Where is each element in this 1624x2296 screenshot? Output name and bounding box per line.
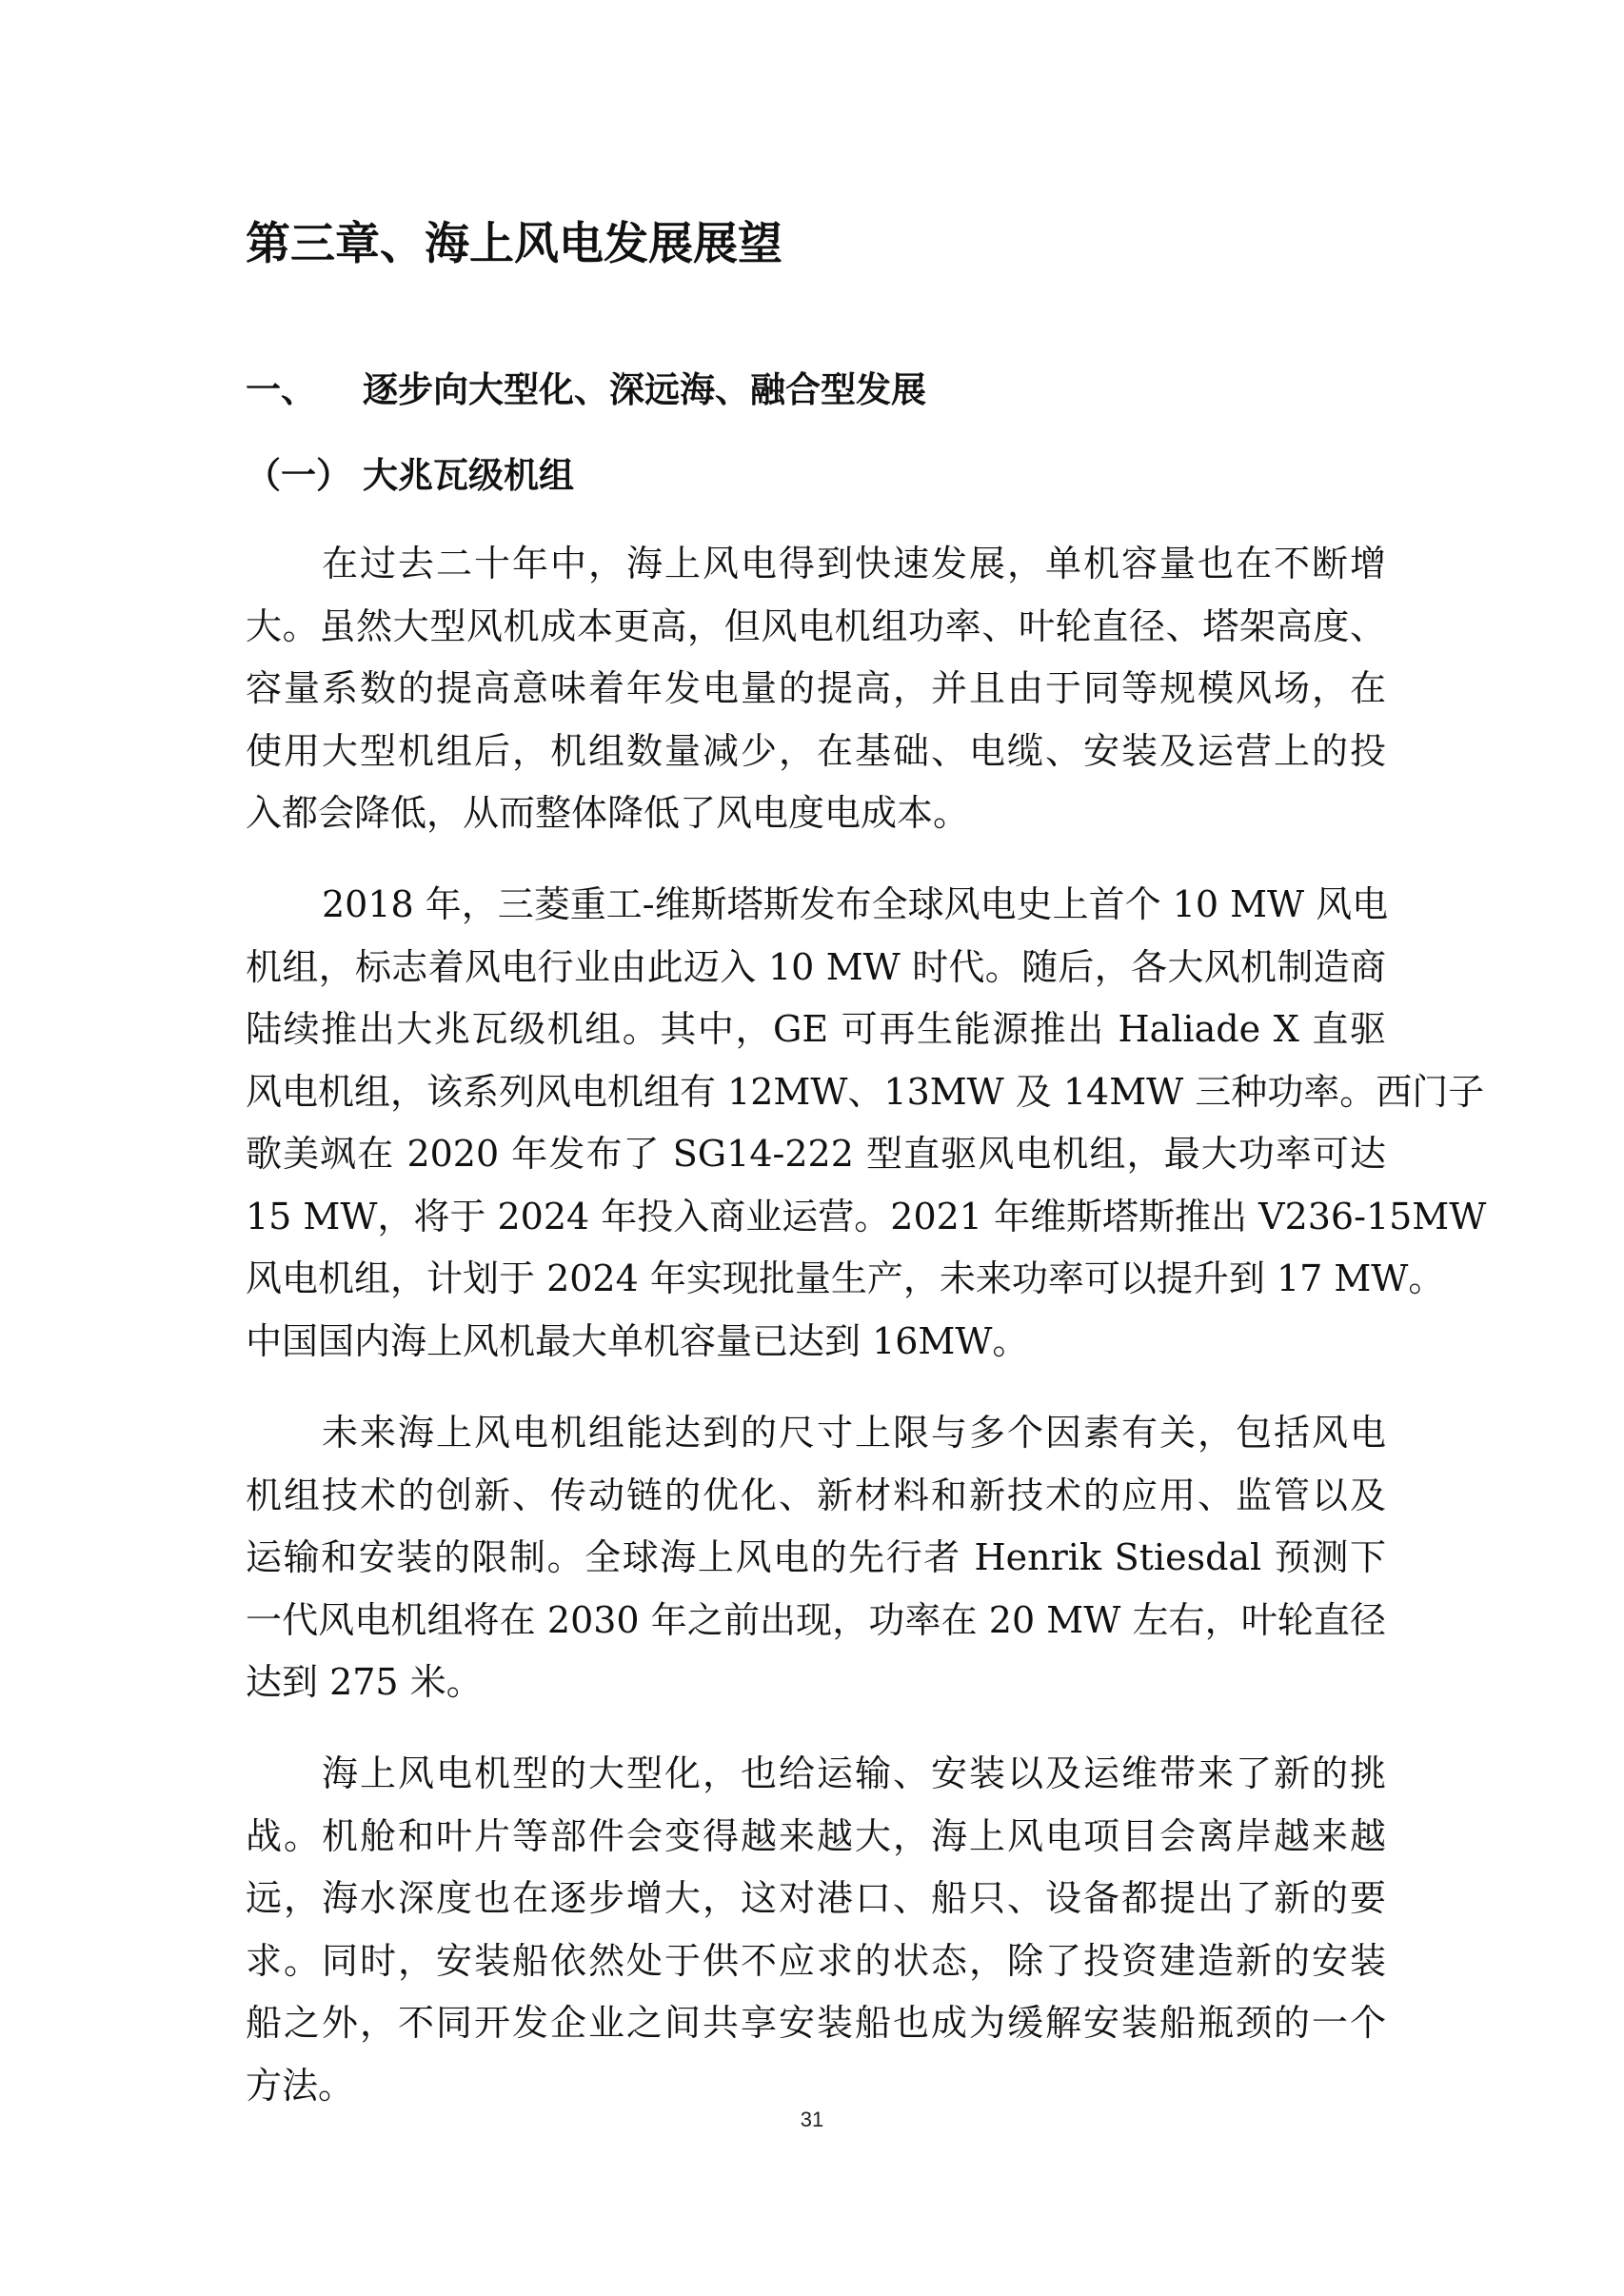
paragraph-line: 歌美飒在 2020 年发布了 SG14-222 型直驱风电机组，最大功率可达 [246, 1133, 1386, 1175]
paragraph-line: 方法。 [246, 2064, 355, 2107]
paragraph-line: 一代风电机组将在 2030 年之前出现，功率在 20 MW 左右，叶轮直径 [246, 1598, 1386, 1641]
paragraph-line: 战。机舱和叶片等部件会变得越来越大，海上风电项目会离岸越来越 [246, 1814, 1386, 1857]
paragraph-line: 达到 275 米。 [246, 1661, 483, 1703]
paragraph-line: 15 MW，将于 2024 年投入商业运营。2021 年维斯塔斯推出 V236-15MW [246, 1195, 1487, 1237]
paragraph-line: 机组技术的创新、传动链的优化、新材料和新技术的应用、监管以及 [246, 1474, 1386, 1516]
subsection-heading [246, 447, 1388, 505]
body-paragraph [246, 1743, 1386, 2117]
paragraph-line: 海上风电机型的大型化，也给运输、安装以及运维带来了新的挑 [322, 1752, 1386, 1794]
body-paragraph [246, 533, 1386, 845]
paragraph-line: 大。虽然大型风机成本更高，但风电机组功率、叶轮直径、塔架高度、 [246, 604, 1386, 647]
paragraph-line: 机组，标志着风电行业由此迈入 10 MW 时代。随后，各大风机制造商 [246, 945, 1386, 988]
paragraph-line: 2018 年，三菱重工-维斯塔斯发布全球风电史上首个 10 MW 风电 [322, 883, 1389, 925]
subsection-number: （一） [246, 455, 351, 496]
paragraph-line: 船之外，不同开发企业之间共享安装船也成为缓解安装船瓶颈的一个 [246, 2002, 1386, 2044]
body-paragraph [246, 1402, 1386, 1714]
paragraph-line: 容量系数的提高意味着年发电量的提高，并且由于同等规模风场，在 [246, 667, 1386, 709]
paragraph-line: 使用大型机组后，机组数量减少，在基础、电缆、安装及运营上的投 [246, 729, 1386, 772]
subsection-title: 大兆瓦级机组 [363, 455, 574, 496]
body-paragraph [246, 874, 1487, 1373]
paragraph-line: 求。同时，安装船依然处于供不应求的状态，除了投资建造新的安装 [246, 1939, 1386, 1982]
paragraph-line: 中国国内海上风机最大单机容量已达到 16MW。 [246, 1319, 1029, 1362]
section-number: 一、 [246, 369, 316, 410]
paragraph-line: 在过去二十年中，海上风电得到快速发展，单机容量也在不断增 [322, 543, 1386, 584]
paragraph-line: 未来海上风电机组能达到的尺寸上限与多个因素有关，包括风电 [322, 1412, 1386, 1454]
paragraph-line: 风电机组，该系列风电机组有 12MW、13MW 及 14MW 三种功率。西门子 [246, 1070, 1485, 1113]
paragraph-line: 运输和安装的限制。全球海上风电的先行者 Henrik Stiesdal 预测下 [246, 1536, 1386, 1578]
paragraph-line: 远，海水深度也在逐步增大，这对港口、船只、设备都提出了新的要 [246, 1877, 1386, 1919]
section-heading [246, 362, 1388, 419]
chapter-title: 第三章、海上风电发展展望 [246, 218, 782, 270]
paragraph-line: 入都会降低，从而整体降低了风电度电成本。 [246, 792, 970, 834]
paragraph-line: 陆续推出大兆瓦级机组。其中，GE 可再生能源推出 Haliade X 直驱 [246, 1008, 1386, 1050]
page-number: 31 [800, 2108, 824, 2131]
section-title: 逐步向大型化、深远海、融合型发展 [363, 369, 926, 410]
paragraph-line: 风电机组，计划于 2024 年实现批量生产，未来功率可以提升到 17 MW。 [246, 1257, 1445, 1299]
